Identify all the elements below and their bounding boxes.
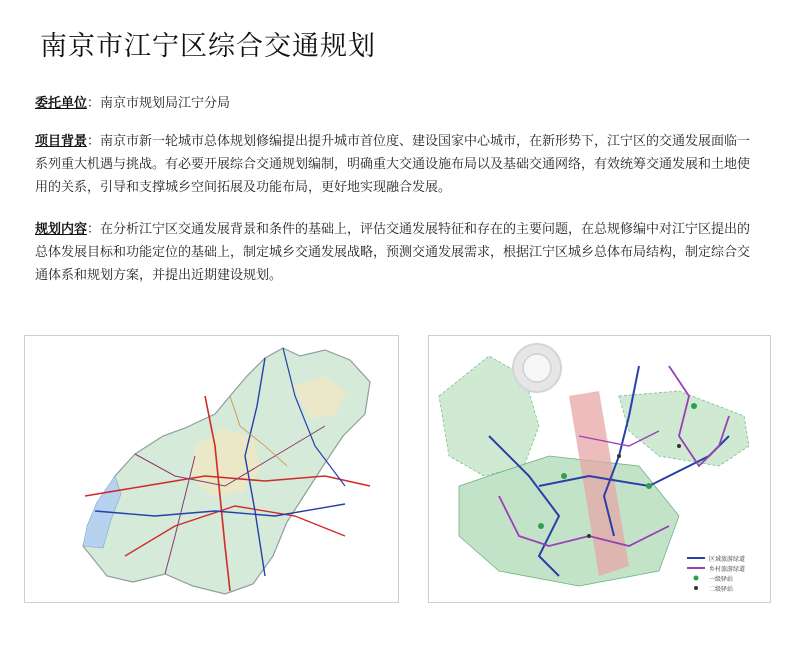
greenway-station-2 — [646, 483, 652, 489]
legend-label-rural: 乡村旅游绿道 — [709, 566, 746, 573]
content-colon: ： — [87, 222, 101, 237]
content-section — [35, 218, 757, 287]
legend-label-primary-station: 一级驿站 — [709, 576, 734, 583]
legend-swatch-primary-station — [694, 576, 699, 581]
greenway-station-3 — [538, 523, 544, 529]
client-label: 委托单位 — [35, 96, 88, 111]
road-network-map-graphic — [25, 336, 398, 602]
background-value: 南京市新一轮城市总体规划修编提出提升城市首位度、建设国家中心城市，在新形势下，江宁区的交通发展面临一系列重大机遇与挑战。有必要开展综合交通规划编制，明确重大交通设施布局以及基础交通网络，有效统筹交通发展和土地使用的关系，引导和支撑城乡空间拓展及功能布局，更好地实现融合发展。 — [35, 134, 751, 195]
content-label: 规划内容 — [35, 222, 88, 237]
background-label: 项目背景 — [35, 134, 88, 149]
greenway-map — [428, 335, 771, 603]
background-section — [35, 130, 757, 199]
greenway-station-5 — [617, 454, 621, 458]
greenway-station-6 — [587, 534, 591, 538]
road-network-map — [24, 335, 399, 603]
client-section — [35, 92, 757, 115]
legend-label-secondary-station: 二级驿站 — [709, 586, 734, 593]
legend-swatch-secondary-station — [694, 586, 698, 590]
greenway-legend — [687, 555, 745, 593]
green-zone-south — [459, 456, 679, 586]
green-zone-east — [619, 391, 749, 466]
client-colon: ： — [87, 96, 101, 111]
logo-circle-inner — [523, 354, 551, 382]
greenway-station-1 — [561, 473, 567, 479]
greenway-map-graphic — [429, 336, 770, 602]
background-colon: ： — [87, 134, 101, 149]
page-title: 南京市江宁区综合交通规划 — [40, 31, 376, 62]
greenway-station-7 — [677, 444, 681, 448]
client-value: 南京市规划局江宁分局 — [100, 96, 231, 111]
legend-label-regional: 区域旅游绿道 — [709, 556, 746, 563]
content-value: 在分析江宁区交通发展背景和条件的基础上，评估交通发展特征和存在的主要问题，在总规修编中对江宁区提出的总体发展目标和功能定位的基础上，制定城乡交通发展战略，预测交通发展需求，根据江宁区城乡总体布局结构，制定综合交通体系和规划方案，并提出近期建设规划。 — [35, 222, 751, 283]
greenway-station-4 — [691, 403, 697, 409]
